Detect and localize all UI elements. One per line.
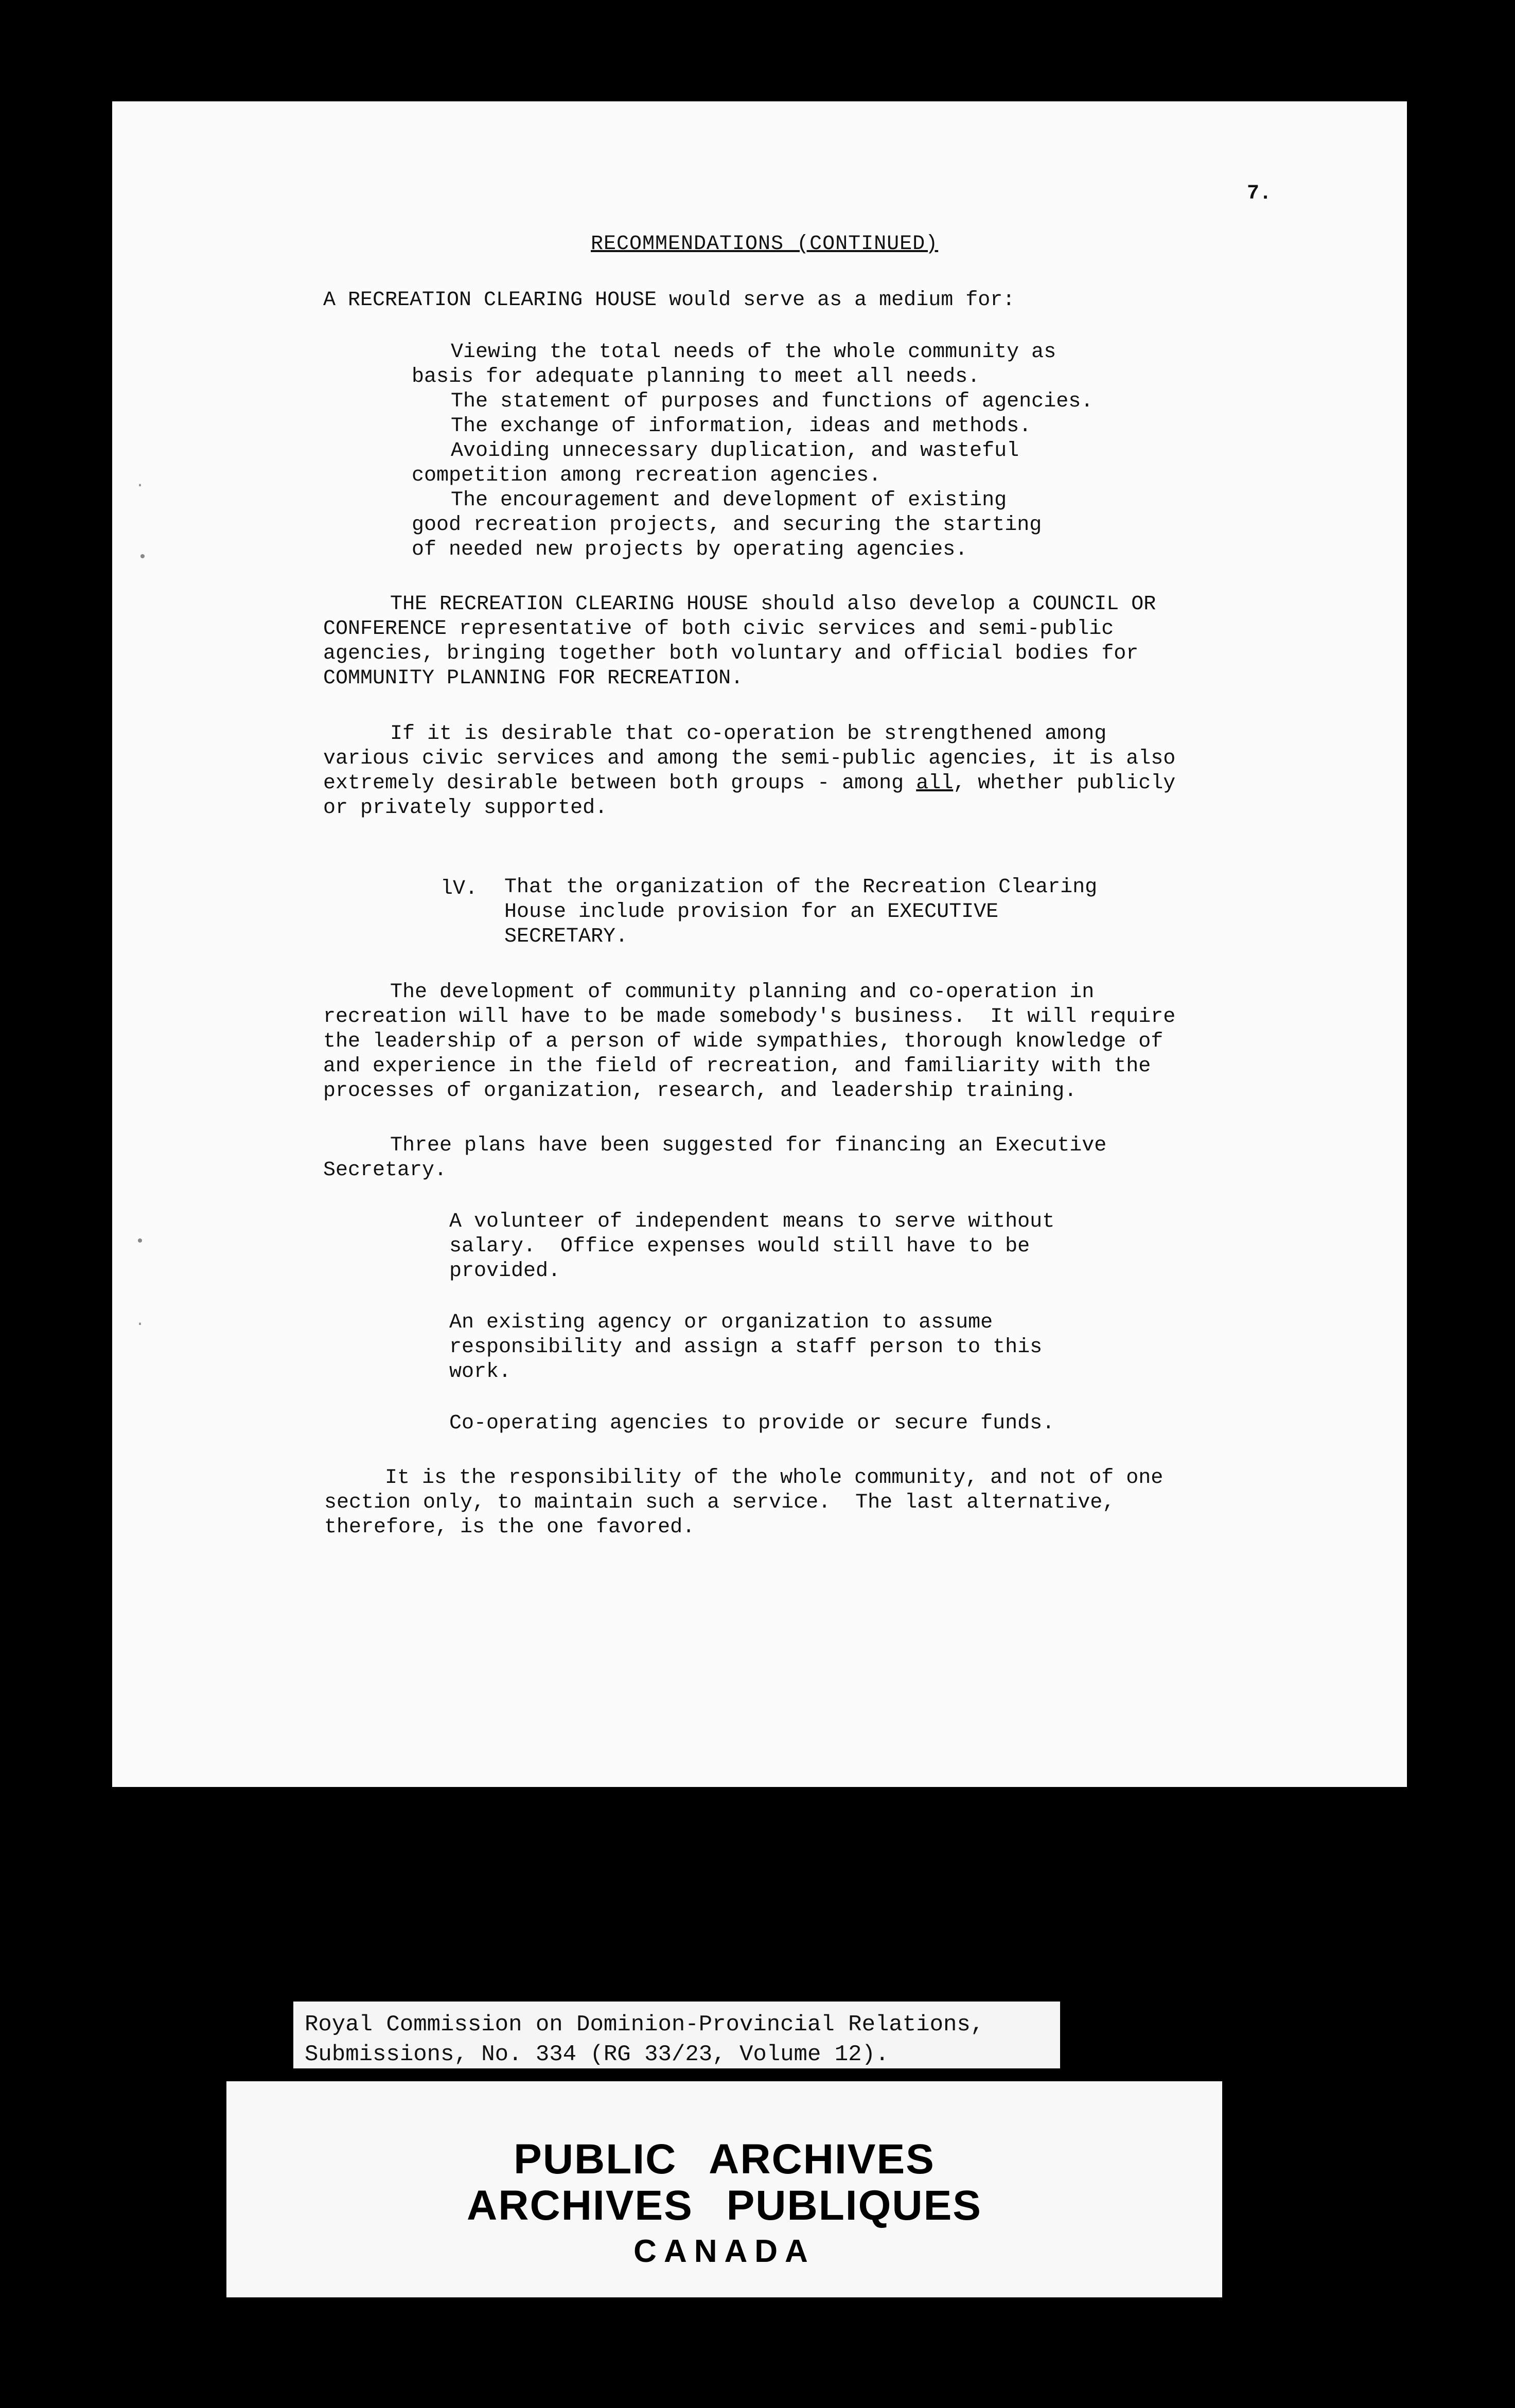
medium-item: The statement of purposes and functions of agencies. [451, 390, 1094, 413]
stamp-line: PUBLIC ARCHIVES [514, 2136, 935, 2183]
development-paragraph-line: The development of community planning and co-operation in [390, 981, 1095, 1004]
medium-item: of needed new projects by operating agencies. [412, 538, 968, 561]
medium-item: good recreation projects, and securing the starting [412, 514, 1042, 537]
council-paragraph-line: CONFERENCE representative of both civic services and semi-public [323, 617, 1114, 641]
development-paragraph-line: recreation will have to be made somebody's business. It will require [323, 1005, 1176, 1029]
medium-item: basis for adequate planning to meet all needs. [412, 365, 980, 388]
section-title-line: House include provision for an EXECUTIVE [504, 900, 999, 924]
archive-label-line: Royal Commission on Dominion-Provincial Relations, [305, 2012, 984, 2038]
intro-line: A RECREATION CLEARING HOUSE would serve as a medium for: [323, 289, 1015, 312]
plan-item-line: work. [449, 1360, 512, 1384]
plan-item-line: A volunteer of independent means to serve without [449, 1210, 1055, 1233]
document-page [112, 101, 1407, 1787]
public-archives-stamp [226, 2081, 1222, 2297]
section-heading: RECOMMENDATIONS (CONTINUED) [591, 233, 939, 256]
medium-item: Viewing the total needs of the whole community as [451, 341, 1056, 364]
plan-item-line: responsibility and assign a staff person to this [449, 1336, 1043, 1359]
plans-paragraph-line: Secretary. [323, 1159, 447, 1182]
plans-paragraph-line: Three plans have been suggested for financing an Executive [390, 1134, 1107, 1157]
conclusion-paragraph-line: section only, to maintain such a service. The last alternative, [324, 1491, 1115, 1514]
archive-reference-label [293, 2002, 1060, 2068]
development-paragraph-line: the leadership of a person of wide sympathies, thorough knowledge of [323, 1030, 1164, 1053]
section-title-line: That the organization of the Recreation Clearing [504, 876, 1098, 899]
council-paragraph-line: COMMUNITY PLANNING FOR RECREATION. [323, 667, 744, 690]
stamp-line: ARCHIVES PUBLIQUES [467, 2182, 982, 2229]
council-paragraph-line: THE RECREATION CLEARING HOUSE should also develop a COUNCIL OR [390, 593, 1156, 616]
medium-item: competition among recreation agencies. [412, 464, 882, 487]
margin-mark: • [138, 549, 148, 566]
cooperation-paragraph-line: or privately supported. [323, 796, 608, 820]
margin-mark: · [135, 477, 145, 494]
medium-item: The exchange of information, ideas and methods. [451, 415, 1032, 438]
archive-label-line: Submissions, No. 334 (RG 33/23, Volume 12). [305, 2042, 889, 2067]
council-paragraph-line: agencies, bringing together both voluntary and official bodies for [323, 642, 1139, 665]
conclusion-paragraph-line: therefore, is the one favored. [324, 1516, 695, 1539]
section-title-line: SECRETARY. [504, 925, 628, 948]
margin-mark: · [135, 1316, 145, 1333]
plan-item-line: provided. [449, 1260, 561, 1283]
cooperation-paragraph-line: various civic services and among the semi-public agencies, it is also [323, 747, 1176, 770]
margin-mark: • [135, 1233, 145, 1251]
plan-item-line: Co-operating agencies to provide or secure funds. [449, 1412, 1055, 1435]
development-paragraph-line: processes of organization, research, and leadership training. [323, 1079, 1077, 1103]
page-number: 7. [1247, 182, 1272, 205]
medium-item: The encouragement and development of existing [451, 489, 1007, 512]
cooperation-paragraph-line: If it is desirable that co-operation be strengthened among [390, 722, 1107, 746]
development-paragraph-line: and experience in the field of recreation, and familiarity with the [323, 1055, 1151, 1078]
stamp-line: CANADA [633, 2234, 815, 2269]
medium-item: Avoiding unnecessary duplication, and wasteful [451, 439, 1019, 463]
conclusion-paragraph-line: It is the responsibility of the whole community, and not of one [385, 1466, 1164, 1490]
section-number: lV. [441, 877, 478, 900]
plan-item-line: An existing agency or organization to assume [449, 1311, 993, 1334]
underlined-all: all [916, 772, 954, 795]
cooperation-paragraph-line: extremely desirable between both groups - among all, whether publicly [323, 772, 1176, 795]
plan-item-line: salary. Office expenses would still have to be [449, 1235, 1030, 1258]
